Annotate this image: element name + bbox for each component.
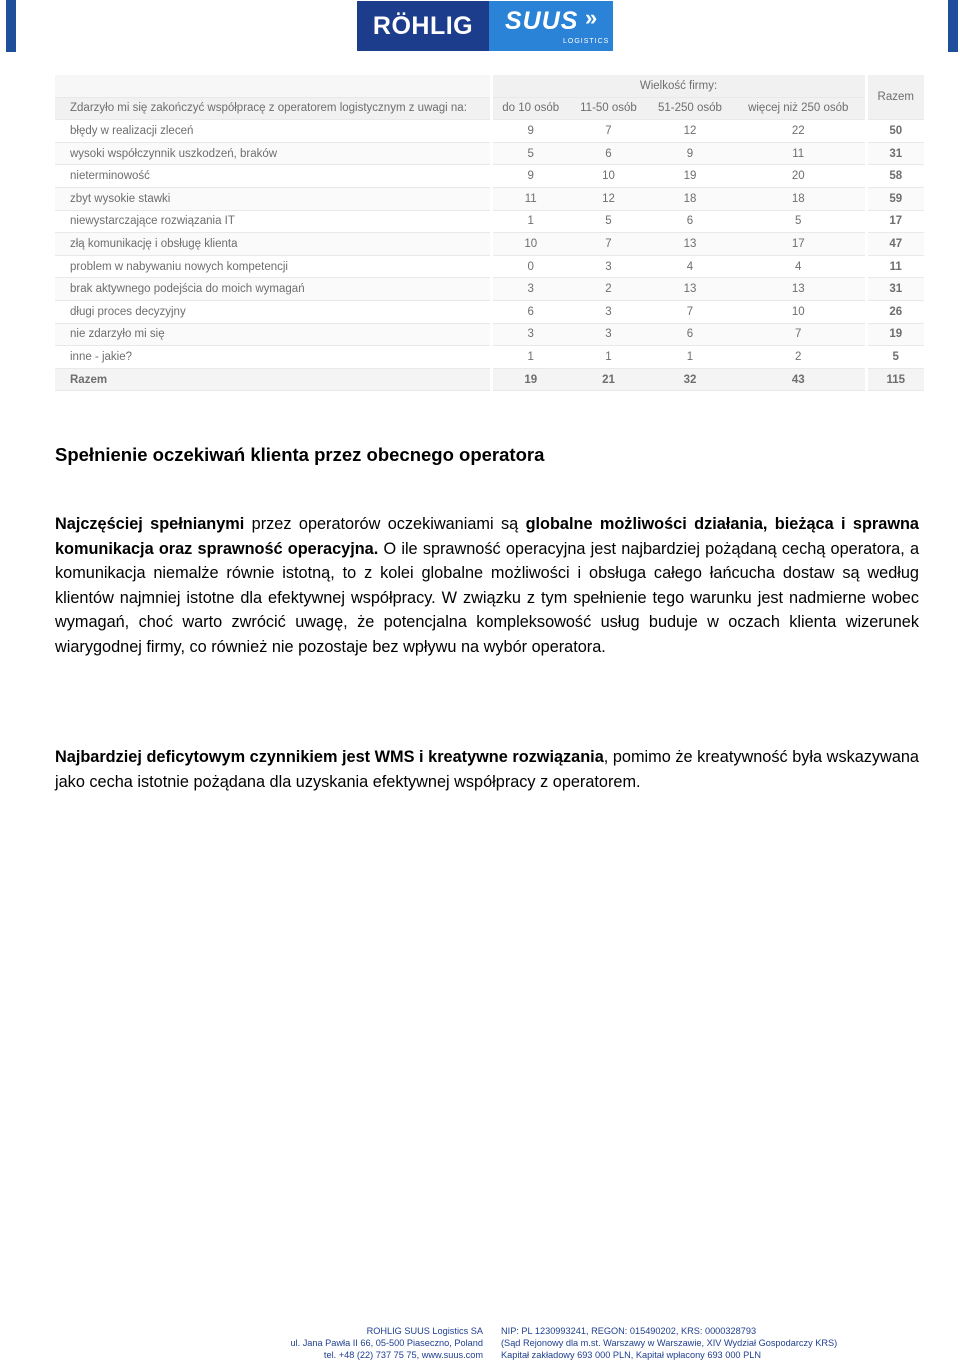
cell-value: 7	[569, 120, 648, 143]
cell-value: 3	[491, 278, 569, 301]
paragraph-deficit	[55, 745, 919, 794]
logo-rohlig-text: RÖHLIG	[357, 1, 489, 51]
grand-total: 115	[866, 368, 924, 391]
total-row	[55, 368, 924, 391]
footer-court: (Sąd Rejonowy dla m.st. Warszawy w Warszawie, XIV Wydział Gospodarczy KRS)	[501, 1338, 838, 1348]
row-total: 31	[866, 278, 924, 301]
cell-value: 11	[732, 142, 866, 165]
table-row	[55, 346, 924, 369]
cell-value: 18	[732, 187, 866, 210]
survey-table	[55, 75, 924, 391]
footer-tax-ids: NIP: PL 1230993241, REGON: 015490202, KRS: 0000328793	[501, 1326, 757, 1336]
row-total: 5	[866, 346, 924, 369]
question-header: Zdarzyło mi się zakończyć współpracę z operatorem logistycznym z uwagi na:	[55, 97, 491, 120]
column-header: do 10 osób	[491, 97, 569, 120]
paragraph-expectations	[55, 512, 919, 660]
cell-value: 7	[648, 300, 732, 323]
section-heading: Spełnienie oczekiwań klienta przez obecnego operatora	[55, 444, 545, 465]
row-total: 47	[866, 233, 924, 256]
total-cell: 43	[732, 368, 866, 391]
total-row-label: Razem	[55, 368, 491, 391]
text-segment: O ile sprawność operacyjna jest najbardziej pożądaną cechą operatora, a komunikacja niemalże równie istotną, to z kolei globalne możliwości i obsługa całego łańcucha dostaw są według klientów najmniej istotne dla efektywnej współpracy. W związku z tym spełnienie tego warunku jest nadmierne wobec wymagań, choć warto zwrócić uwagę, że potencjalna kompleksowość usług buduje w oczach klienta wizerunek wiarygodnej firmy, co również nie pozostaje bez wpływu na wybór operatora.	[55, 539, 920, 656]
table-row	[55, 165, 924, 188]
left-accent-bar	[6, 0, 16, 52]
cell-value: 4	[732, 255, 866, 278]
row-label: inne - jakie?	[55, 346, 491, 369]
footer-company-name: ROHLIG SUUS Logistics SA	[366, 1326, 483, 1336]
cell-value: 22	[732, 120, 866, 143]
cell-value: 1	[569, 346, 648, 369]
cell-value: 6	[648, 210, 732, 233]
row-total: 58	[866, 165, 924, 188]
cell-value: 5	[732, 210, 866, 233]
cell-value: 7	[732, 323, 866, 346]
row-label: wysoki współczynnik uszkodzeń, braków	[55, 142, 491, 165]
cell-value: 13	[648, 233, 732, 256]
table-row	[55, 120, 924, 143]
cell-value: 10	[732, 300, 866, 323]
row-label: błędy w realizacji zleceń	[55, 120, 491, 143]
cell-value: 9	[491, 120, 569, 143]
cell-value: 2	[569, 278, 648, 301]
text-segment: przez operatorów oczekiwaniami są	[244, 515, 526, 533]
group-header: Wielkość firmy:	[491, 75, 866, 97]
cell-value: 3	[569, 255, 648, 278]
cell-value: 5	[491, 142, 569, 165]
cell-value: 19	[648, 165, 732, 188]
total-cell: 32	[648, 368, 732, 391]
table-corner	[55, 75, 491, 97]
cell-value: 6	[648, 323, 732, 346]
footer-street: ul. Jana Pawła II 66, 05-500 Piaseczno, Poland	[290, 1338, 483, 1348]
text-segment: , pomimo że kreatywność była wskazywana jako cecha istotnie pożądana dla uzyskania efektywnej współpracy z operatorem.	[55, 748, 919, 791]
row-total: 11	[866, 255, 924, 278]
table-row	[55, 210, 924, 233]
total-cell: 19	[491, 368, 569, 391]
cell-value: 6	[491, 300, 569, 323]
cell-value: 10	[569, 165, 648, 188]
row-label: zbyt wysokie stawki	[55, 187, 491, 210]
cell-value: 13	[648, 278, 732, 301]
cell-value: 13	[732, 278, 866, 301]
company-logo	[357, 1, 613, 51]
cell-value: 6	[569, 142, 648, 165]
cell-value: 18	[648, 187, 732, 210]
row-total: 59	[866, 187, 924, 210]
table-row	[55, 142, 924, 165]
text-segment: globalne możliwości działania, bieżąca i sprawna komunikacja oraz sprawność operacyjna.	[55, 515, 919, 558]
row-label: złą komunikację i obsługę klienta	[55, 233, 491, 256]
cell-value: 12	[569, 187, 648, 210]
cell-value: 1	[648, 346, 732, 369]
cell-value: 11	[491, 187, 569, 210]
logo-suus-block	[489, 1, 613, 51]
footer-registration	[501, 1325, 931, 1361]
cell-value: 12	[648, 120, 732, 143]
cell-value: 17	[732, 233, 866, 256]
row-label: nie zdarzyło mi się	[55, 323, 491, 346]
row-label: problem w nabywaniu nowych kompetencji	[55, 255, 491, 278]
cell-value: 1	[491, 210, 569, 233]
cell-value: 3	[491, 323, 569, 346]
cell-value: 4	[648, 255, 732, 278]
cell-value: 9	[648, 142, 732, 165]
total-cell: 21	[569, 368, 648, 391]
footer-capital: Kapitał zakładowy 693 000 PLN, Kapitał wpłacony 693 000 PLN	[501, 1350, 761, 1360]
logo-logistics-text: LOGISTICS	[563, 38, 610, 45]
table-row	[55, 187, 924, 210]
footer-phone-web: tel. +48 (22) 737 75 75, www.suus.com	[323, 1350, 483, 1360]
table-row	[55, 233, 924, 256]
row-label: niewystarczające rozwiązania IT	[55, 210, 491, 233]
column-header: 11-50 osób	[569, 97, 648, 120]
cell-value: 20	[732, 165, 866, 188]
text-segment: Najbardziej deficytowym czynnikiem jest WMS i kreatywne rozwiązania	[55, 748, 604, 766]
column-header: 51-250 osób	[648, 97, 732, 120]
row-total: 19	[866, 323, 924, 346]
cell-value: 7	[569, 233, 648, 256]
footer-address	[240, 1325, 483, 1361]
total-column-header: Razem	[866, 75, 924, 120]
table-row	[55, 300, 924, 323]
row-total: 31	[866, 142, 924, 165]
row-total: 17	[866, 210, 924, 233]
table-row	[55, 323, 924, 346]
logo-suus-text: SUUS	[505, 7, 579, 35]
text-segment: Najczęściej spełnianymi	[55, 515, 245, 533]
cell-value: 5	[569, 210, 648, 233]
right-accent-bar	[948, 0, 958, 52]
row-total: 50	[866, 120, 924, 143]
table-row	[55, 255, 924, 278]
row-total: 26	[866, 300, 924, 323]
row-label: nieterminowość	[55, 165, 491, 188]
row-label: długi proces decyzyjny	[55, 300, 491, 323]
table-row	[55, 278, 924, 301]
column-header: więcej niż 250 osób	[732, 97, 866, 120]
cell-value: 10	[491, 233, 569, 256]
cell-value: 1	[491, 346, 569, 369]
cell-value: 0	[491, 255, 569, 278]
row-label: brak aktywnego podejścia do moich wymagań	[55, 278, 491, 301]
cell-value: 2	[732, 346, 866, 369]
cell-value: 3	[569, 300, 648, 323]
cell-value: 9	[491, 165, 569, 188]
logo-chevron-icon: »	[585, 5, 598, 30]
cell-value: 3	[569, 323, 648, 346]
